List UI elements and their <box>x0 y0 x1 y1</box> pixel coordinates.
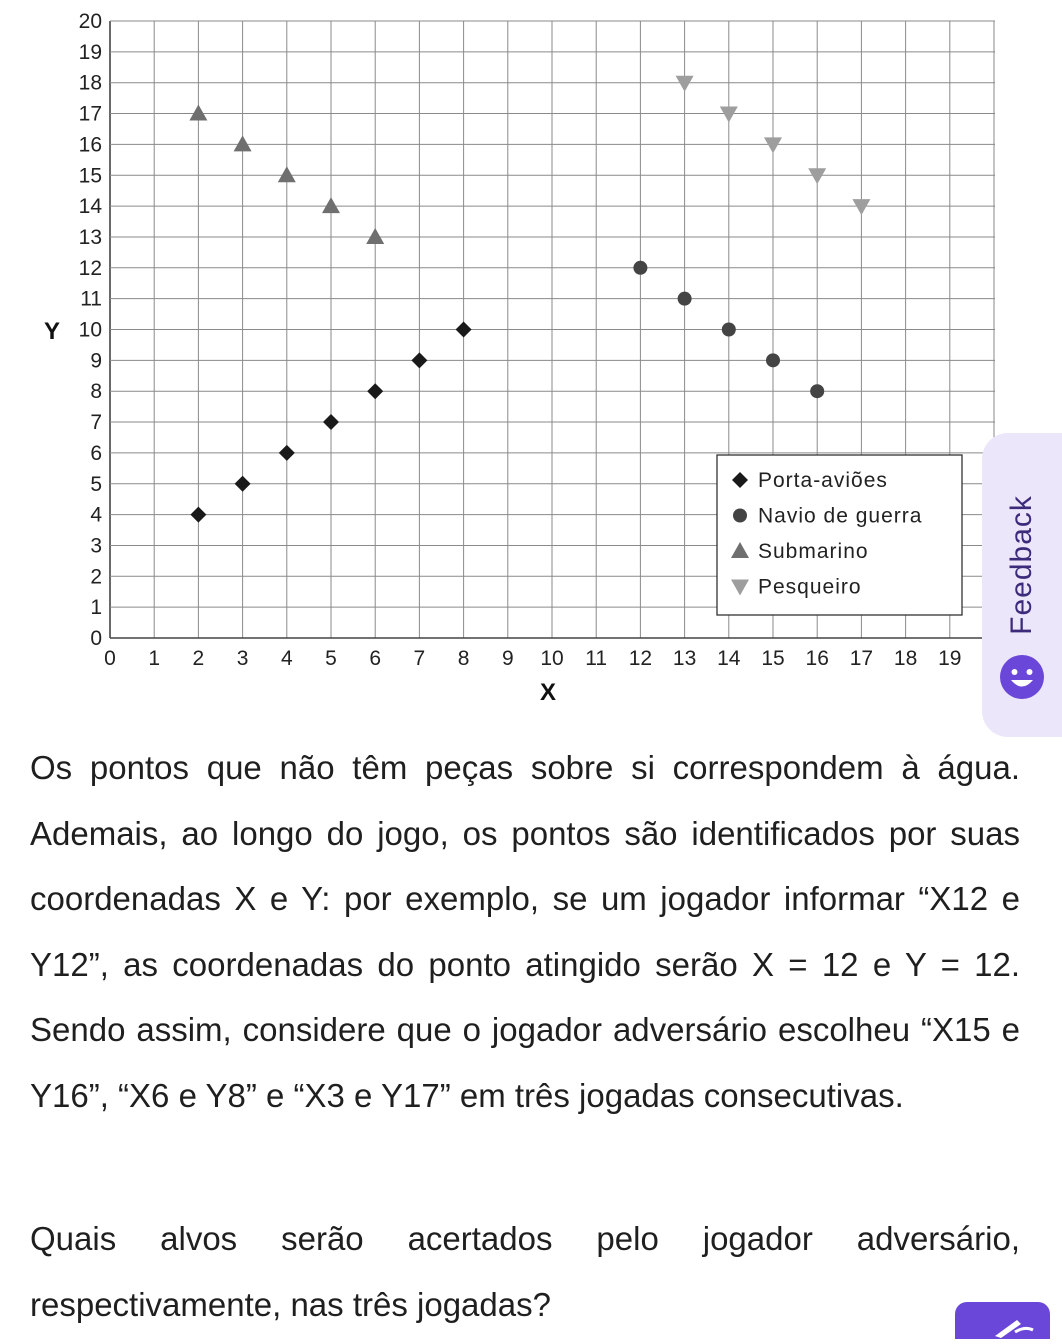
x-tick-label: 11 <box>585 647 608 670</box>
pen-icon <box>955 1302 1050 1339</box>
point-porta-avi-es <box>367 383 383 399</box>
point-porta-avi-es <box>190 507 206 523</box>
x-tick-label: 5 <box>325 647 337 670</box>
y-tick-label: 2 <box>90 565 102 589</box>
y-tick-label: 15 <box>78 164 102 188</box>
x-tick-label: 13 <box>672 647 697 670</box>
legend-label: Navio de guerra <box>758 504 923 528</box>
point-navio-de-guerra <box>722 323 736 337</box>
legend-marker <box>733 509 747 523</box>
x-tick-label: 4 <box>280 647 293 670</box>
point-navio-de-guerra <box>678 292 692 306</box>
x-tick-label: 16 <box>805 647 829 670</box>
x-tick-label: 17 <box>849 647 874 670</box>
y-tick-label: 12 <box>78 256 102 280</box>
y-tick-label: 13 <box>78 225 102 249</box>
x-tick-label: 1 <box>148 647 161 670</box>
y-axis-label: Y <box>43 318 61 345</box>
point-navio-de-guerra <box>810 384 824 398</box>
point-porta-avi-es <box>235 476 251 492</box>
x-tick-label: 8 <box>457 647 470 670</box>
smiley-icon <box>999 654 1045 700</box>
legend-label: Porta-aviões <box>758 469 888 492</box>
answer-button[interactable] <box>955 1302 1050 1339</box>
y-tick-label: 10 <box>78 318 102 342</box>
x-tick-label: 18 <box>893 647 918 670</box>
point-submarino <box>366 228 384 244</box>
feedback-label: Feedback <box>1005 495 1038 635</box>
point-submarino <box>189 105 207 121</box>
x-tick-label: 12 <box>628 647 653 670</box>
y-tick-label: 20 <box>78 10 102 33</box>
legend-label: Submarino <box>758 540 869 563</box>
x-tick-label: 9 <box>501 647 514 670</box>
x-tick-label: 19 <box>938 647 962 670</box>
point-submarino <box>234 135 252 151</box>
point-pesqueiro <box>764 137 782 153</box>
question-paragraph: Quais alvos serão acertados pelo jogador adversário, respectivamente, nas três jogadas? <box>30 1220 1020 1323</box>
x-tick-label: 10 <box>540 647 564 670</box>
point-pesqueiro <box>676 76 694 92</box>
feedback-tab[interactable] <box>982 433 1062 737</box>
point-pesqueiro <box>720 107 738 123</box>
x-tick-label: 7 <box>413 647 426 670</box>
y-tick-label: 3 <box>90 534 102 558</box>
x-axis-label: X <box>539 679 557 706</box>
y-tick-label: 16 <box>78 133 102 157</box>
y-tick-label: 11 <box>80 287 102 311</box>
point-porta-avi-es <box>279 445 295 461</box>
y-tick-label: 0 <box>90 627 102 650</box>
legend <box>717 455 962 615</box>
y-tick-label: 18 <box>78 71 102 95</box>
legend-label: Pesqueiro <box>758 575 862 599</box>
x-tick-label: 14 <box>717 647 741 670</box>
x-tick-label: 6 <box>369 647 382 670</box>
point-porta-avi-es <box>456 322 472 338</box>
y-tick-label: 7 <box>90 411 102 435</box>
x-tick-label: 15 <box>761 647 785 670</box>
y-tick-label: 4 <box>90 503 102 527</box>
y-tick-label: 19 <box>78 40 102 64</box>
point-submarino <box>322 197 340 213</box>
x-tick-label: 3 <box>236 647 249 670</box>
point-porta-avi-es <box>411 352 427 368</box>
point-porta-avi-es <box>323 414 339 430</box>
y-tick-label: 6 <box>90 441 102 465</box>
x-tick-label: 2 <box>192 647 205 670</box>
x-tick-label: 0 <box>104 647 116 670</box>
y-tick-label: 5 <box>90 472 102 496</box>
y-tick-label: 14 <box>78 195 102 219</box>
point-submarino <box>278 166 296 182</box>
point-pesqueiro <box>852 199 870 215</box>
y-tick-label: 9 <box>90 349 102 373</box>
y-tick-label: 17 <box>78 102 102 126</box>
y-tick-label: 8 <box>90 380 102 404</box>
y-tick-label: 1 <box>90 596 102 620</box>
description-paragraph: Os pontos que não têm peças sobre si correspondem à água. Ademais, ao longo do jogo, os pontos são identificados por suas coordenadas X e Y: por exemplo, se um jogador informar “X12 e Y12”, as coordenadas do ponto atingido serão X = 12 e Y = 12. Sendo assim, considere que o jogador adversário escolheu “X15 e Y16”, “X6 e Y8” e “X3 e Y17” em três jogadas consecutivas. <box>30 749 1020 1114</box>
point-navio-de-guerra <box>766 353 780 367</box>
point-pesqueiro <box>808 168 826 184</box>
point-navio-de-guerra <box>633 261 647 275</box>
